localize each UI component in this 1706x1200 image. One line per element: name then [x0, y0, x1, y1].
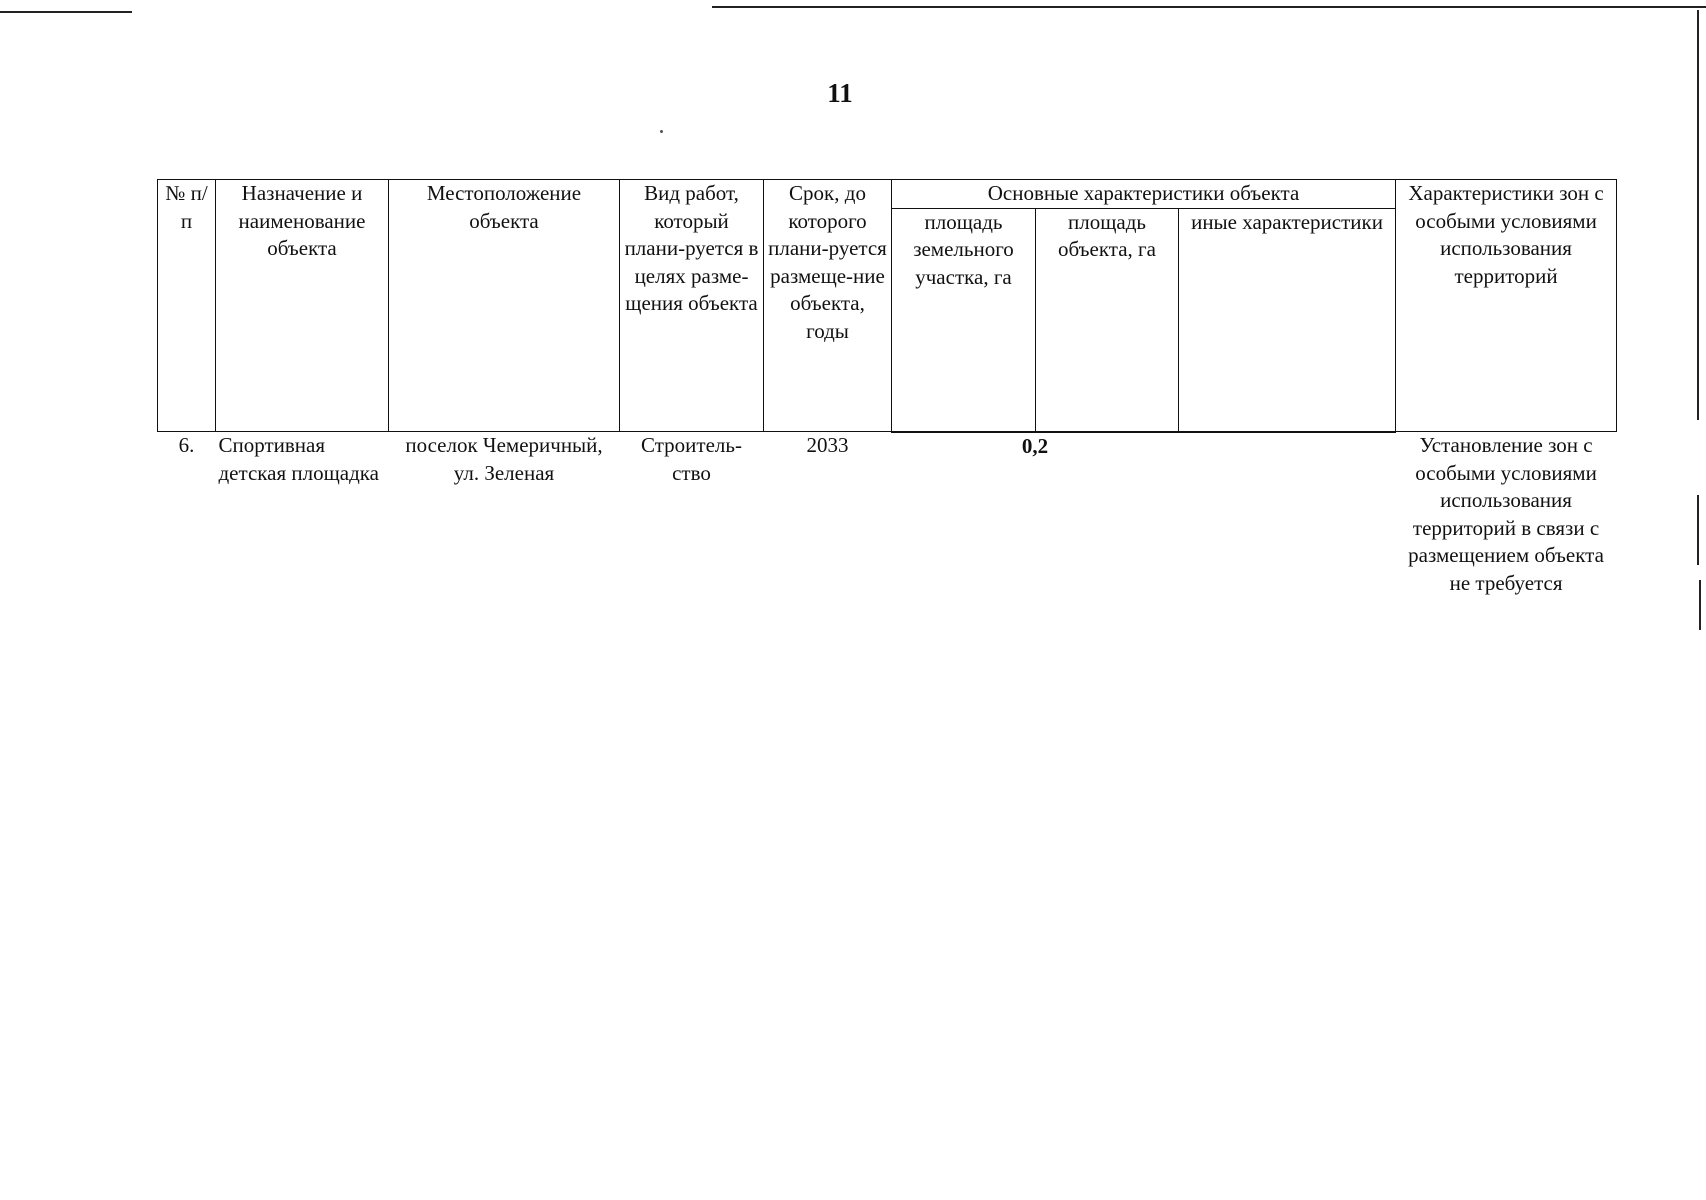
cell-location: поселок Чемеричный, ул. Зеленая	[405, 433, 603, 485]
scan-edge-line	[1697, 10, 1699, 420]
header-term: Срок, до которого плани-руется размеще-ние объекта, годы	[764, 180, 892, 432]
cell-name: Спортивная детская площадка	[218, 433, 379, 485]
header-no: № п/п	[158, 180, 216, 432]
header-other: иные характеристики	[1179, 208, 1396, 432]
header-object-area: площадь объекта, га	[1036, 208, 1179, 432]
header-work-type: Вид работ, который плани-руется в целях разме-щения объекта	[620, 180, 764, 432]
planned-objects-table	[157, 179, 1617, 693]
table-header-row	[158, 180, 1617, 209]
page-number: 11	[827, 78, 853, 108]
header-land-area: площадь земельного участка, га	[892, 208, 1036, 432]
header-zones: Характеристики зон с особыми условиями использования территорий	[1396, 180, 1617, 432]
scan-speck	[660, 130, 663, 133]
cell-no: 6.	[178, 433, 195, 457]
cell-year: 2033	[806, 433, 849, 457]
cell-zones: Установление зон с особыми условиями использования территорий в связи с размещением объекта не требуется	[1408, 433, 1604, 595]
scan-edge-line	[1699, 580, 1701, 630]
header-name: Назначение и наименование объекта	[216, 180, 389, 432]
header-location: Местоположение объекта	[389, 180, 620, 432]
cell-object-area: 0,2	[1021, 433, 1049, 458]
cell-work-type: Строитель-ство	[641, 433, 742, 485]
scan-edge-line	[1697, 495, 1699, 565]
header-main-characteristics: Основные характеристики объекта	[892, 180, 1396, 209]
scan-edge-line	[0, 11, 132, 13]
scan-edge-line	[712, 6, 1706, 8]
cell-other	[1179, 432, 1396, 693]
table-row	[158, 432, 1617, 693]
